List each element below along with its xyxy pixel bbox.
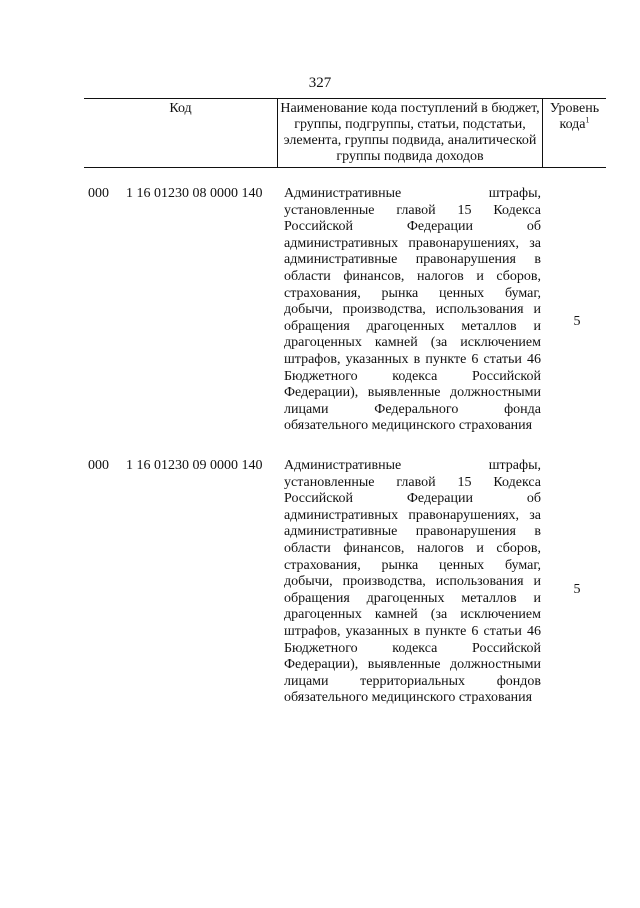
row-name: Административные штрафы, установленные главой 15 Кодекса Российской Федерации об административных правонарушениях, за административные правонарушения в области финансов, налогов и сборов, страхования, рынка ценных бумаг, добычи, производства, использования и обращения драгоценных металлов и драгоценных камней (за исключением штрафов, указанных в пункте 6 статьи 46 Бюджетного кодекса Российской Федерации), выявленные должностными лицами территориальных фондов обязательного медицинского страхования — [284, 458, 541, 706]
row-code: 1 16 01230 08 0000 140 — [126, 186, 263, 201]
table-header — [84, 98, 606, 168]
row-code: 1 16 01230 09 0000 140 — [126, 458, 263, 473]
page-number: 327 — [308, 75, 332, 91]
header-name: Наименование кода поступлений в бюджет, группы, подгруппы, статьи, подстатьи, элемента, группы подвида, аналитической группы подвида доходов — [280, 101, 540, 164]
row-name: Административные штрафы, установленные главой 15 Кодекса Российской Федерации об административных правонарушениях, за административные правонарушения в области финансов, налогов и сборов, страхования, рынка ценных бумаг, добычи, производства, использования и обращения драгоценных металлов и драгоценных камней (за исключением штрафов, указанных в пункте 6 статьи 46 Бюджетного кодекса Российской Федерации), выявленные должностными лицами Федерального фонда обязательного медицинского страхования — [284, 186, 541, 434]
row-level: 5 — [573, 582, 581, 597]
column-separator — [277, 99, 278, 167]
row-admin-prefix: 000 — [88, 186, 109, 201]
header-level-label: Уровень кода — [549, 101, 600, 132]
row-level: 5 — [573, 314, 581, 329]
header-level-footnote: 1 — [585, 115, 590, 125]
row-admin-prefix: 000 — [88, 458, 109, 473]
header-level — [543, 101, 606, 133]
header-code: Код — [169, 101, 192, 116]
